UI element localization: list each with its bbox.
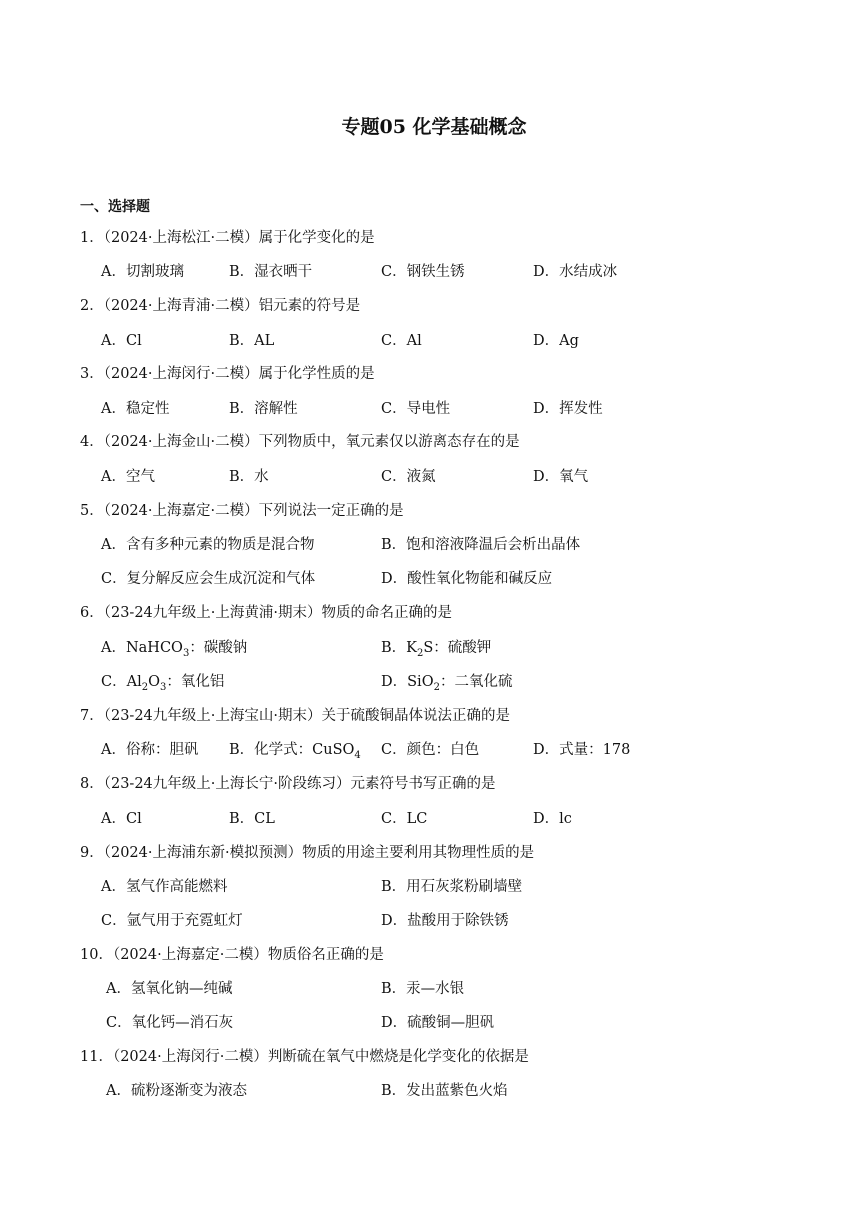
question-11-option-a: A．硫粉逐渐变为液态	[106, 1083, 247, 1099]
question-3-option-b: B．溶解性	[229, 401, 298, 417]
question-7-stem: 7．（23-24九年级上·上海宝山·期末）关于硫酸铜晶体说法正确的是	[80, 708, 510, 724]
question-10-option-b: B．汞—水银	[381, 981, 465, 997]
question-11-option-b: B．发出蓝紫色火焰	[381, 1083, 508, 1099]
question-1-stem: 1．（2024·上海松江·二模）属于化学变化的是	[80, 230, 375, 246]
question-5-option-a: A．含有多种元素的物质是混合物	[101, 537, 315, 553]
question-7-option-b: B．化学式：CuSO$_4$	[229, 742, 361, 761]
question-2-option-c: C．Al	[381, 333, 422, 349]
question-6-option-d: D．SiO$_2$：二氧化硫	[381, 674, 513, 693]
question-2-option-a: A．Cl	[101, 333, 142, 349]
question-5-option-c: C．复分解反应会生成沉淀和气体	[101, 571, 316, 587]
question-1-option-d: D．水结成冰	[533, 264, 618, 280]
question-7-option-a: A．俗称：胆矾	[101, 742, 199, 758]
question-6-option-a: A．NaHCO$_3$：碳酸钠	[101, 640, 248, 659]
question-8-option-c: C．LC	[381, 811, 428, 827]
question-4-option-d: D．氧气	[533, 469, 589, 485]
question-9-stem: 9．（2024·上海浦东新·模拟预测）物质的用途主要利用其物理性质的是	[80, 845, 535, 861]
question-8-option-a: A．Cl	[101, 811, 142, 827]
question-4-option-b: B．水	[229, 469, 269, 485]
question-6-option-c: C．$Al_2O_3$：氧化铝	[101, 674, 225, 693]
question-10-option-a: A．氢氧化钠—纯碱	[106, 981, 233, 997]
page-title: 专题05 化学基础概念	[341, 116, 527, 138]
question-4-option-c: C．液氮	[381, 469, 436, 485]
question-5-option-b: B．饱和溶液降温后会析出晶体	[381, 537, 581, 553]
question-2-option-b: B．AL	[229, 333, 275, 349]
question-9-option-a: A．氢气作高能燃料	[101, 879, 228, 895]
question-6-stem: 6．（23-24九年级上·上海黄浦·期末）物质的命名正确的是	[80, 605, 452, 621]
question-2-option-d: D．Ag	[533, 333, 579, 349]
question-10-option-c: C．氧化钙—消石灰	[106, 1015, 234, 1031]
question-10-stem: 10．（2024·上海嘉定·二模）物质俗名正确的是	[80, 947, 384, 963]
question-7-option-c: C．颜色：白色	[381, 742, 480, 758]
question-8-stem: 8．（23-24九年级上·上海长宁·阶段练习）元素符号书写正确的是	[80, 776, 496, 792]
question-4-option-a: A．空气	[101, 469, 155, 485]
question-8-option-b: B．CL	[229, 811, 275, 827]
question-3-stem: 3．（2024·上海闵行·二模）属于化学性质的是	[80, 366, 375, 382]
question-1-option-b: B．湿衣晒干	[229, 264, 313, 280]
question-7-option-d: D．式量：178	[533, 742, 631, 758]
question-9-option-c: C．氩气用于充霓虹灯	[101, 913, 243, 929]
question-3-option-d: D．挥发性	[533, 401, 603, 417]
question-11-stem: 11．（2024·上海闵行·二模）判断硫在氧气中燃烧是化学变化的依据是	[80, 1049, 529, 1065]
question-9-option-b: B．用石灰浆粉刷墙壁	[381, 879, 523, 895]
question-6-option-b: B．$K_2S$：硫酸钾	[381, 640, 492, 659]
section-heading: 一、选择题	[80, 199, 150, 215]
question-3-option-c: C．导电性	[381, 401, 451, 417]
question-9-option-d: D．盐酸用于除铁锈	[381, 913, 509, 929]
question-10-option-d: D．硫酸铜—胆矾	[381, 1015, 495, 1031]
question-3-option-a: A．稳定性	[101, 401, 170, 417]
question-1-option-c: C．钢铁生锈	[381, 264, 465, 280]
question-2-stem: 2．（2024·上海青浦·二模）铝元素的符号是	[80, 298, 361, 314]
question-4-stem: 4．（2024·上海金山·二模）下列物质中，氧元素仅以游离态存在的是	[80, 434, 520, 450]
question-1-option-a: A．切割玻璃	[101, 264, 184, 280]
question-5-option-d: D．酸性氧化物能和碱反应	[381, 571, 553, 587]
question-5-stem: 5．（2024·上海嘉定·二模）下列说法一定正确的是	[80, 503, 404, 519]
question-8-option-d: D．lc	[533, 811, 572, 827]
